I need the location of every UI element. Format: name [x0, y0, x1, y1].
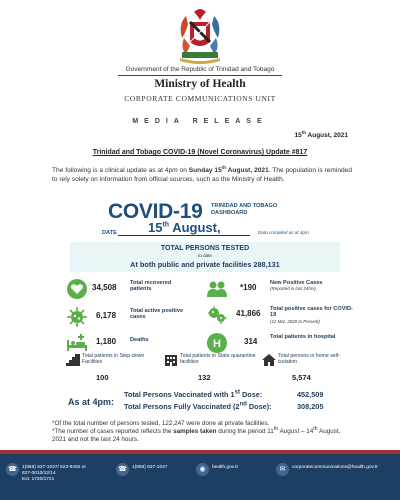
- compiled-note: Data compiled as at 4pm: [258, 230, 309, 235]
- footnote-sample-period: *The number of cases reported reflects the samples taken during the period 11th August – 14th August, 2021 and not the last 24 hours.: [52, 425, 341, 443]
- stepdown-label: Total patients in Step-down Facilities: [82, 353, 145, 365]
- header-rule: [118, 75, 282, 76]
- total-positive-value: 41,866: [236, 309, 261, 318]
- intro-paragraph: The following is a clinical update as at 4pm on Sunday 15th August, 2021. The population is reminded to rely solely on information from official sources, such as the Ministry of Health.: [52, 164, 352, 183]
- building-icon: [164, 353, 178, 365]
- ministry-name: Ministry of Health: [154, 78, 246, 90]
- recovered-stat: [66, 276, 196, 304]
- hospital-icon: [206, 332, 228, 354]
- virus-cluster-icon: [206, 304, 228, 326]
- first-dose-label: Total Persons Vaccinated with 1st Dose:: [124, 388, 263, 399]
- deaths-label: Deaths: [130, 337, 149, 343]
- recovered-value: 34,508: [92, 283, 117, 292]
- svg-text:H: H: [213, 338, 221, 350]
- home-icon: [262, 353, 276, 365]
- active-value: 6,178: [96, 311, 117, 320]
- covid-dashboard: [52, 190, 358, 418]
- tested-title: TOTAL PERSONS TESTED: [160, 245, 250, 252]
- home-isolation-value: 5,574: [292, 373, 311, 382]
- hospital-value: 314: [244, 337, 258, 346]
- recovered-label: Total recovered patients: [130, 280, 172, 293]
- home-isolation-label: Total persons in home self-isolation: [278, 353, 340, 365]
- phone-icon: ☎: [6, 463, 19, 476]
- second-dose-value: 308,205: [297, 402, 324, 411]
- heart-icon: [66, 278, 88, 300]
- update-title: Trinidad and Tobago COVID-19 (Novel Coronavirus) Update #817: [92, 149, 308, 156]
- footer-accent-band: [0, 450, 400, 454]
- virus-icon: [66, 306, 88, 328]
- second-dose-label: Total Persons Fully Vaccinated (2nd Dose):: [124, 400, 272, 411]
- active-label: Total active positive cases: [130, 308, 184, 321]
- release-date: 15th August, 2021: [294, 129, 348, 139]
- tested-subtitle: to date: [198, 253, 212, 258]
- media-release-label: MEDIA RELEASE: [132, 118, 268, 125]
- hospital-label: Total patients in hospital: [270, 334, 336, 340]
- total-positive-stat: [206, 302, 353, 330]
- hospital-bed-icon: [66, 332, 88, 354]
- stepdown-value: 100: [96, 373, 109, 382]
- footer: ☎ 1(868) 627-1047/ 623-8492 or 627-0010/12/14 Ext. 1720/1721 ☎ 1(868) 627-1047 ◉ health.gov.tt ✉ corporatecommunications@health.gov.tt: [0, 450, 400, 500]
- total-positive-label: Total positive cases for COVID-19 (12 Mar, 2020 to Present): [270, 306, 353, 324]
- as-at-label: As at 4pm:: [68, 397, 115, 407]
- quarantine-stat: [164, 353, 256, 383]
- dashboard-subtitle: TRINIDAD AND TOBAGO DASHBOARD: [211, 203, 278, 216]
- footnote-private-tests: *Of the total number of persons tested, 122,247 were done at private facilities.: [52, 420, 270, 427]
- coat-of-arms-icon: [172, 6, 228, 66]
- unit-name: CORPORATE COMMUNICATIONS UNIT: [124, 94, 276, 103]
- tested-total: At both public and private facilities 288,131: [130, 260, 280, 269]
- quarantine-label: Total patients in State quarantine facilities: [180, 353, 256, 365]
- home-isolation-stat: [262, 353, 346, 383]
- quarantine-value: 132: [198, 373, 211, 382]
- new-positive-value: *190: [240, 283, 257, 292]
- phone-icon: ☎: [116, 463, 129, 476]
- date-rule: [118, 235, 250, 236]
- first-dose-value: 452,509: [297, 390, 324, 399]
- government-line: Government of the Republic of Trinidad and Tobago: [125, 66, 275, 73]
- deaths-value: 1,180: [96, 337, 117, 346]
- facility-row: [66, 353, 346, 383]
- date-label: DATE: [102, 230, 117, 236]
- tested-panel: [70, 242, 340, 272]
- footnotes: [52, 420, 352, 444]
- dashboard-date: 15th August,: [148, 220, 221, 235]
- stairs-icon: [66, 353, 80, 365]
- active-stat: [66, 304, 196, 332]
- dashboard-title: COVID-19: [108, 200, 203, 223]
- people-icon: [206, 278, 228, 300]
- email-icon: ✉: [276, 463, 289, 476]
- stepdown-stat: [66, 353, 156, 383]
- new-positive-stat: [206, 276, 346, 304]
- new-positive-label: New Positive Cases (Reported in last 24hrs): [270, 280, 323, 292]
- globe-icon: ◉: [196, 463, 209, 476]
